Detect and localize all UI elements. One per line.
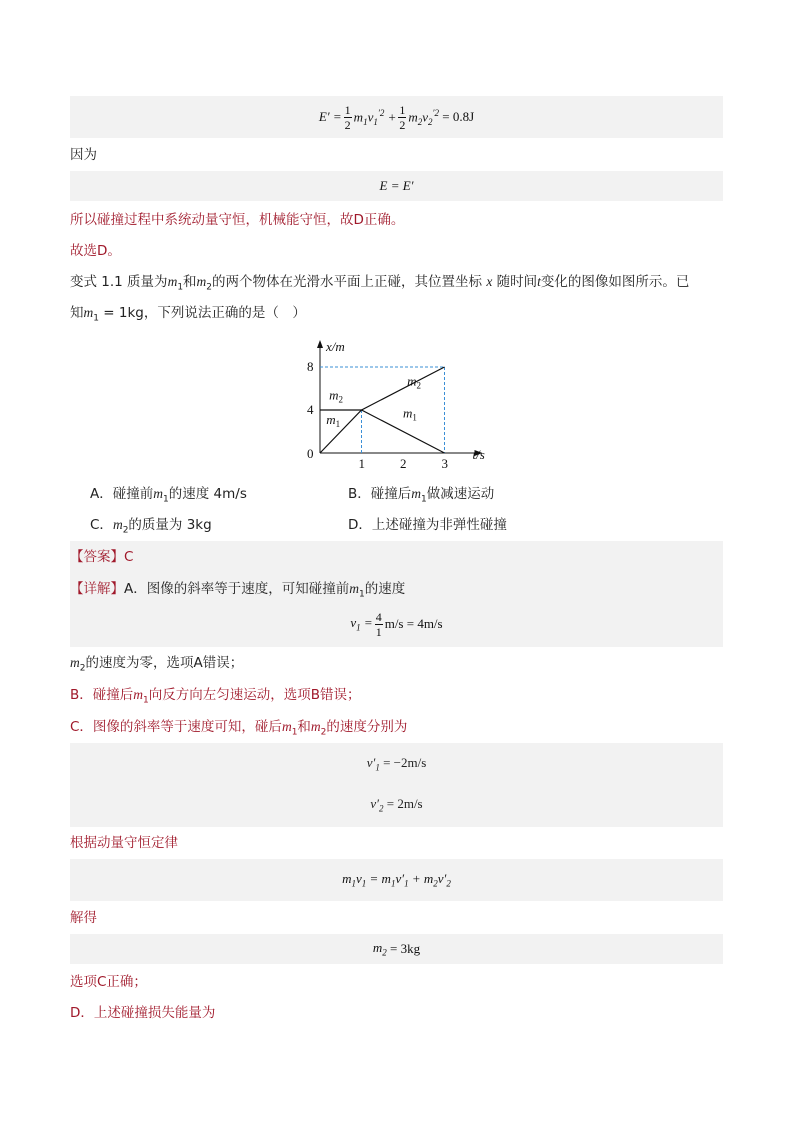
question-line-2: 知$m_1 = 1kg$，下列说法正确的是（ ） <box>70 305 306 324</box>
detail-c: C．图像的斜率等于速度可知，碰后$m_1$和$m_2$的速度分别为 <box>70 719 408 738</box>
y-axis-arrow <box>317 340 323 348</box>
answer-label: 【答案】C <box>70 549 134 565</box>
option-d[interactable]: D．上述碰撞为非弹性碰撞 <box>348 517 507 533</box>
label-m1-after: $m_1$ <box>403 405 417 423</box>
m2-zero-text: $m_2$的速度为零，选项A错误； <box>70 655 244 674</box>
detail-a: 【详解】A．图像的斜率等于速度，可知碰撞前$m_1$的速度 <box>70 581 406 600</box>
conclusion-d: 所以碰撞过程中系统动量守恒，机械能守恒，故D正确。 <box>70 212 405 228</box>
option-b[interactable]: B．碰撞后$m_1$做减速运动 <box>348 486 495 505</box>
momentum-formula: $m_1v_1 = m_1v'_1 + m_2v'_2$ <box>70 859 723 901</box>
option-a[interactable]: A．碰撞前$m_1$的速度 4m/s <box>90 486 247 505</box>
x-axis-label: t/s <box>472 447 485 462</box>
y-tick-label: 4 <box>307 402 314 417</box>
series-m1-line <box>320 410 445 453</box>
because-text: 因为 <box>70 147 97 163</box>
question-line-1: 变式 1.1 质量为$m_1$和$m_2$的两个物体在光滑水平面上正碰，其位置坐标 x 随时间t变化的图像如图所示。已 <box>70 274 690 293</box>
label-m2-after: $m_2$ <box>407 373 422 391</box>
energy-formula: E′ = $\frac{1}{2}$ $m_1v_1^{'2}$ + $\frac{1}{2}$ $m_2v_2^{'2}$ = 0.8J <box>70 96 723 138</box>
y-axis-label: x/m <box>326 339 345 354</box>
choose-d: 故选D。 <box>70 243 121 259</box>
m2-result-formula: $m_2$ = 3kg <box>70 934 723 964</box>
c-correct: 选项C正确； <box>70 974 147 990</box>
position-time-chart <box>295 335 495 470</box>
x-tick-label: 2 <box>400 456 407 470</box>
v2-prime-formula: $v'_2 = 2m/s$ <box>370 796 423 814</box>
v1-prime-formula: $v'_1 = -2m/s$ <box>366 755 427 773</box>
label-m2-before: $m_2$ <box>329 387 344 405</box>
x-tick-label: 3 <box>441 456 448 470</box>
momentum-law: 根据动量守恒定律 <box>70 835 178 851</box>
detail-b: B．碰撞后$m_1$向反方向左匀速运动，选项B错误； <box>70 687 361 706</box>
solve-text: 解得 <box>70 910 97 926</box>
x-tick-label: 1 <box>358 456 365 470</box>
v1-formula: $v_1$ = $\frac{4}{1}$ m/s = 4m/s <box>70 601 723 647</box>
label-m1-before: $m_1$ <box>326 411 341 429</box>
y-tick-label: 8 <box>307 359 314 374</box>
origin-label: 0 <box>307 446 314 461</box>
energy-equal-formula: E = E′ <box>70 171 723 201</box>
d-loss: D．上述碰撞损失能量为 <box>70 1005 216 1021</box>
option-c[interactable]: C．$m_2$的质量为 3kg <box>90 517 212 536</box>
